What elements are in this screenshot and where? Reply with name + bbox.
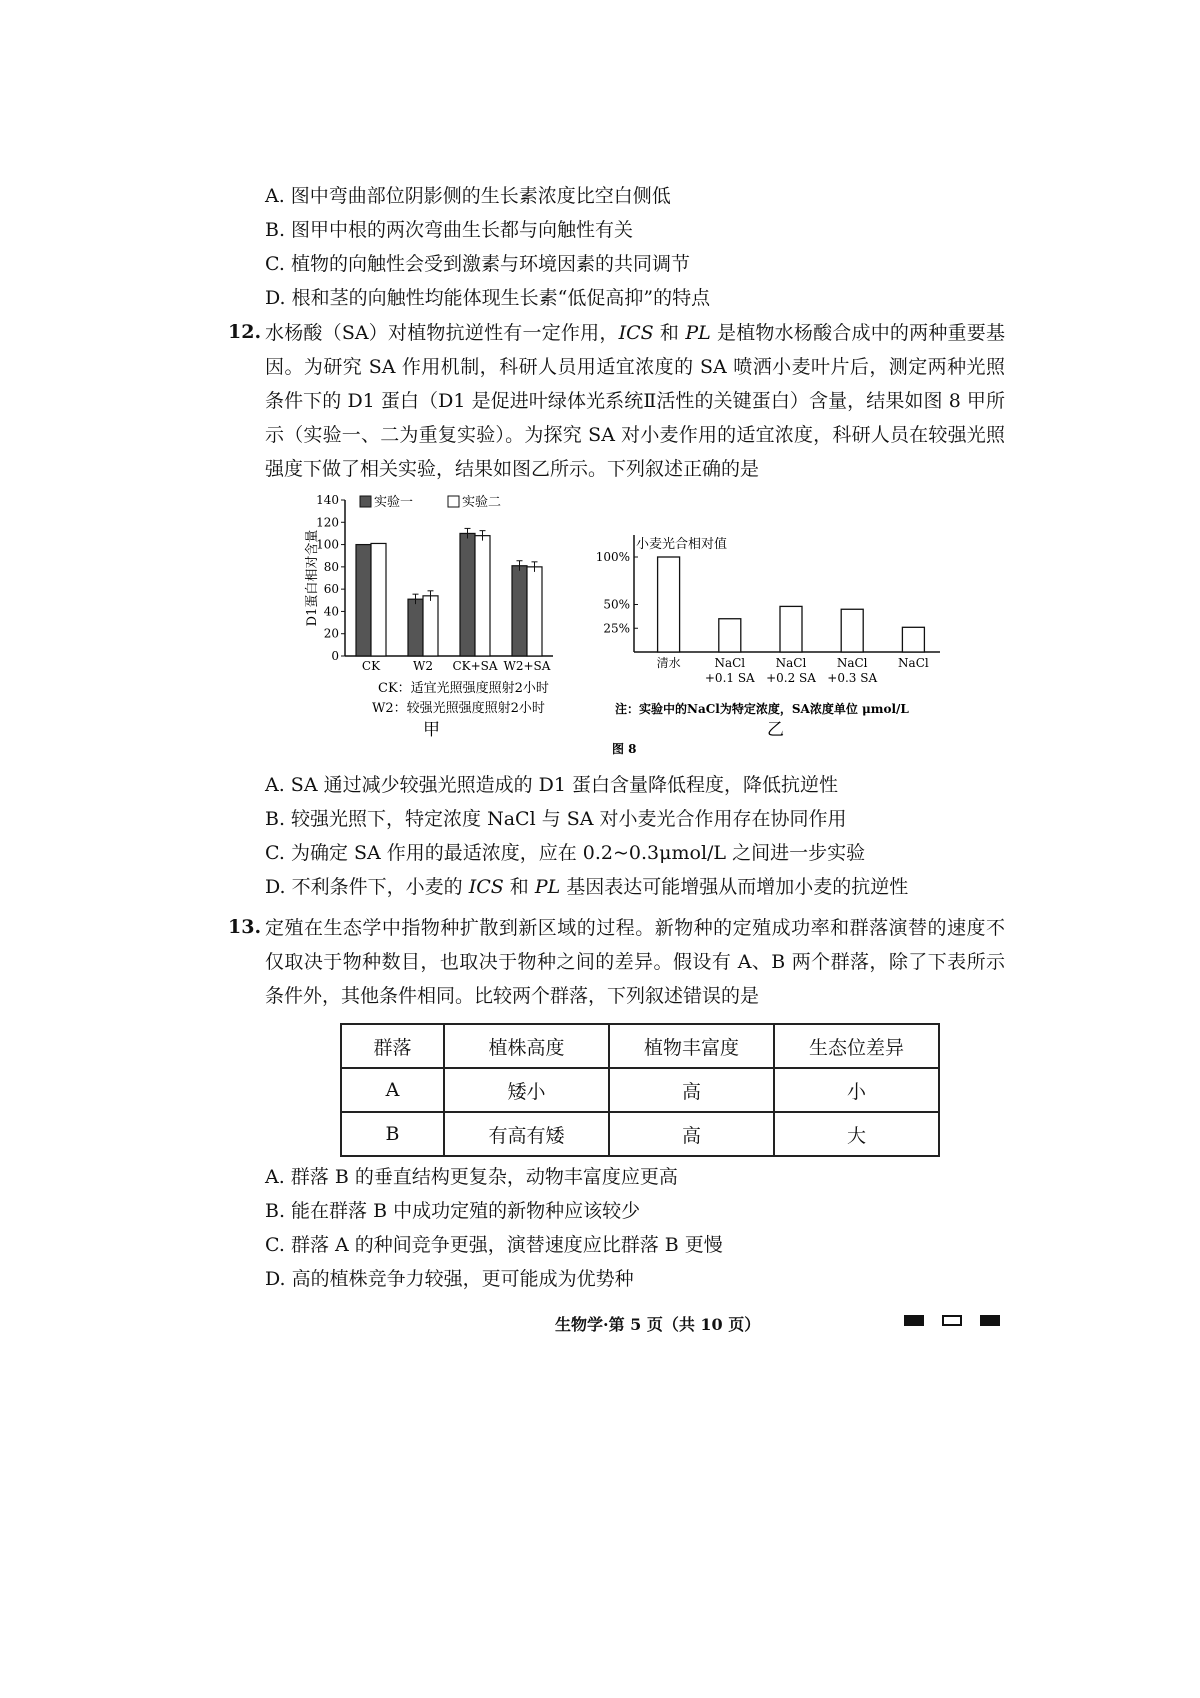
q11-option-a: A. 图中弯曲部位阴影侧的生长素浓度比空白侧低 xyxy=(265,185,671,207)
q13-option-d: D. 高的植株竞争力较强，更可能成为优势种 xyxy=(265,1268,634,1290)
bar-exp1 xyxy=(356,545,371,656)
bar-exp1 xyxy=(460,533,475,656)
q12-option-a: A. SA 通过减少较强光照造成的 D1 蛋白含量降低程度，降低抗逆性 xyxy=(265,774,838,796)
bar-exp1 xyxy=(512,566,527,656)
legend-label: 实验二 xyxy=(462,495,502,510)
x-tick-label: +0.2 SA xyxy=(766,671,816,685)
y-tick-label: 60 xyxy=(323,582,339,597)
chart-yi xyxy=(596,535,940,685)
x-tick-label: CK xyxy=(361,659,381,673)
legend-swatch xyxy=(360,496,371,507)
table-cell: 高 xyxy=(609,1068,774,1112)
bar-exp2 xyxy=(527,567,542,656)
q13-option-b: B. 能在群落 B 中成功定殖的新物种应该较少 xyxy=(265,1200,641,1222)
q13-stem: 定殖在生态学中指物种扩散到新区域的过程。新物种的定殖成功率和群落演替的速度不仅取决于物种数目，也取决于物种之间的差异。假设有 A、B 两个群落，除了下表所示条件外，其他条件相同。比较两个群落，下列叙述错误的是 xyxy=(265,917,1005,1007)
q12-stem xyxy=(265,316,1005,486)
gene-pl: PL xyxy=(534,876,561,898)
y-tick-label: 100 xyxy=(316,537,339,552)
q13-option-a: A. 群落 B 的垂直结构更复杂，动物丰富度应更高 xyxy=(265,1166,678,1188)
y-axis-label: D1蛋白相对含量 xyxy=(305,529,320,627)
x-tick-label: NaCl xyxy=(775,656,807,670)
table-header-cell: 群落 xyxy=(341,1024,444,1068)
y-tick-label: 140 xyxy=(316,493,339,507)
q12-option-d-part3: 基因表达可能增强从而增加小麦的抗逆性 xyxy=(560,876,909,898)
x-tick-label: NaCl xyxy=(898,656,929,670)
y-tick-label: 120 xyxy=(316,515,339,530)
table-header-cell: 生态位差异 xyxy=(774,1024,939,1068)
q12-option-c: C. 为确定 SA 作用的最适浓度，应在 0.2~0.3μmol/L 之间进一步实验 xyxy=(265,842,866,864)
table-cell: B xyxy=(341,1112,444,1156)
q12-option-b: B. 较强光照下，特定浓度 NaCl 与 SA 对小麦光合作用存在协同作用 xyxy=(265,808,847,830)
table-cell: 大 xyxy=(774,1112,939,1156)
x-tick-label: 清水 xyxy=(656,656,681,670)
note-w2: W2：较强光照强度照射2小时 xyxy=(372,701,545,716)
y-tick-label: 20 xyxy=(323,626,339,641)
note-ck: CK：适宜光照强度照射2小时 xyxy=(378,681,549,696)
q11-option-d: D. 根和茎的向触性均能体现生长素“低促高抑”的特点 xyxy=(265,287,711,309)
table-row xyxy=(341,1112,939,1156)
x-tick-label: +0.3 SA xyxy=(827,671,878,685)
bar-exp2 xyxy=(475,536,490,656)
table-cell: 小 xyxy=(774,1068,939,1112)
gene-ics: ICS xyxy=(618,322,654,344)
q13-option-c: C. 群落 A 的种间竞争更强，演替速度应比群落 B 更慢 xyxy=(265,1234,723,1256)
x-tick-label: +0.1 SA xyxy=(704,671,755,685)
page-mark-filled xyxy=(980,1315,1000,1326)
y-tick-label: 0 xyxy=(331,649,339,663)
bar-exp1 xyxy=(408,599,423,656)
q12-option-d xyxy=(265,875,908,899)
y-axis-label: 小麦光合相对值 xyxy=(636,537,728,552)
q12-stem-part3: 是植物水杨酸合成中的两种重要基因。为研究 SA 作用机制，科研人员用适宜浓度的 SA 喷洒小麦叶片后，测定两种光照条件下的 D1 蛋白（D1 是促进叶绿体光系统Ⅱ活性的关键蛋白）含量，结果如图 8 甲所示（实验一、二为重复实验）。为探究 SA 对小麦作用的适宜浓度，科研人员在较强光照强度下做了相关实验，结果如图乙所示。下列叙述正确的是 xyxy=(265,322,1005,480)
q12-option-d-part1: D. 不利条件下，小麦的 xyxy=(265,876,469,898)
figure-caption: 图 8 xyxy=(612,742,637,756)
page-mark-filled xyxy=(904,1315,924,1326)
bar xyxy=(658,557,680,652)
table-header-cell: 植物丰富度 xyxy=(609,1024,774,1068)
q13-number: 13. xyxy=(228,916,262,938)
table-cell: A xyxy=(341,1068,444,1112)
gene-ics: ICS xyxy=(468,876,504,898)
bar xyxy=(780,606,802,652)
chart-yi-label: 乙 xyxy=(767,720,784,740)
y-tick-label: 50% xyxy=(603,597,630,612)
community-table xyxy=(340,1023,940,1157)
x-tick-label: W2+SA xyxy=(503,659,551,673)
bar xyxy=(902,627,924,652)
gene-pl: PL xyxy=(685,322,711,344)
y-tick-label: 100% xyxy=(595,550,630,564)
bar xyxy=(719,619,741,652)
page-mark-empty xyxy=(942,1315,962,1326)
q12-option-d-part2: 和 xyxy=(503,876,535,898)
table-header-row xyxy=(341,1024,939,1068)
bar-exp2 xyxy=(371,543,386,656)
q12-number: 12. xyxy=(228,321,262,343)
table-header-cell: 植株高度 xyxy=(444,1024,609,1068)
legend-label: 实验一 xyxy=(374,495,414,510)
table-cell: 高 xyxy=(609,1112,774,1156)
x-tick-label: W2 xyxy=(413,659,433,673)
y-tick-label: 80 xyxy=(323,559,339,574)
chart-jia-label: 甲 xyxy=(423,720,440,740)
note-yi: 注：实验中的NaCl为特定浓度，SA浓度单位 μmol/L xyxy=(615,702,909,716)
q12-stem-part1: 水杨酸（SA）对植物抗逆性有一定作用， xyxy=(265,322,619,344)
x-tick-label: NaCl xyxy=(836,656,868,670)
table-row xyxy=(341,1068,939,1112)
x-tick-label: NaCl xyxy=(714,656,746,670)
bar-exp2 xyxy=(423,596,438,656)
table-cell: 有高有矮 xyxy=(444,1112,609,1156)
chart-jia xyxy=(304,493,553,673)
q11-option-c: C. 植物的向触性会受到激素与环境因素的共同调节 xyxy=(265,253,690,275)
page-footer: 生物学·第 5 页（共 10 页） xyxy=(555,1315,761,1334)
y-tick-label: 40 xyxy=(323,604,339,619)
q11-option-b: B. 图甲中根的两次弯曲生长都与向触性有关 xyxy=(265,219,634,241)
y-tick-label: 25% xyxy=(603,621,630,636)
table-cell: 矮小 xyxy=(444,1068,609,1112)
q12-stem-part2: 和 xyxy=(653,322,686,344)
bar xyxy=(841,609,863,652)
legend-swatch xyxy=(448,496,459,507)
x-tick-label: CK+SA xyxy=(452,659,498,673)
